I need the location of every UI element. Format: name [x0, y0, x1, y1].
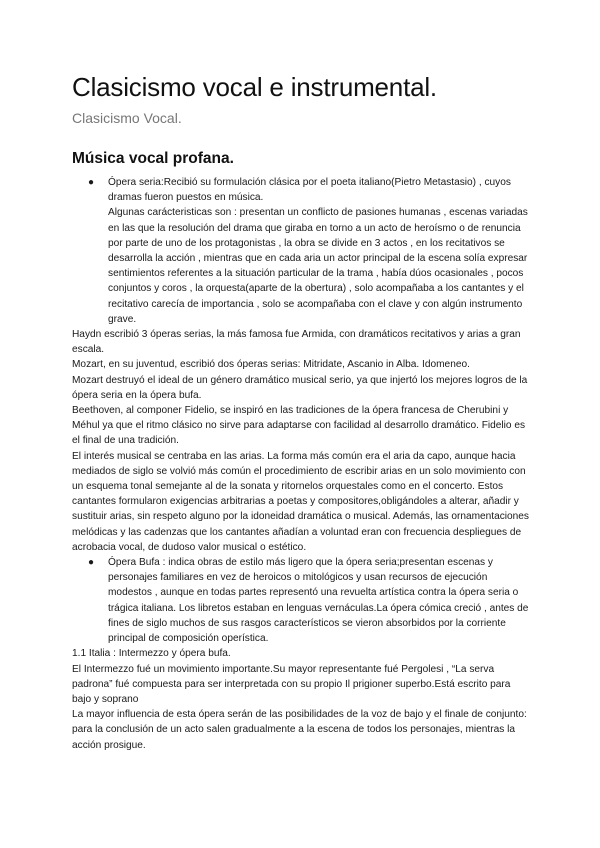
body-paragraph: Beethoven, al componer Fidelio, se inspiró en las tradiciones de la ópera francesa de Cherubini y Méhul ya que el ritmo clásico no sirve para adaptarse con facilidad al desarrollo dramático. Fidelio es el final de una tradición. — [72, 405, 526, 447]
section-heading: Música vocal profana. — [72, 150, 234, 167]
bullet-item-opera-bufa — [88, 555, 532, 646]
body-paragraph: Mozart destruyó el ideal de un género dramático musical serio, ya que injertó los mejores logros de la ópera seria en la ópera bufa. — [72, 374, 528, 401]
bullet-item-opera-seria — [88, 175, 532, 327]
body-paragraph: Haydn escribió 3 óperas serias, la más famosa fue Armida, con dramáticos recitativos y arias a gran escala. — [72, 329, 521, 356]
bullet-paragraph: Ópera Bufa : indica obras de estilo más ligero que la ópera seria;presentan escenas y personajes familiares en vez de heroicos o mitológicos y usan recursos de ejecución modestos , aunque en todas partes representó una revuelta artística contra la ópera seria o trágica italiana. Los libretos estaban en lenguas vernáculas.La ópera cómica creció , antes de fines de siglo muchos de sus rasgos característicos se vieron absorbidos por la corriente principal de composición operística. — [108, 557, 529, 645]
body-paragraph: La mayor influencia de esta ópera serán de las posibilidades de la voz de bajo y el finale de conjunto: para la conclusión de un acto salen gradualmente a la escena de todos los personajes, mientras la acción prosigue. — [72, 709, 527, 751]
bullet-paragraph: Algunas carácteristicas son : presentan un conflicto de pasiones humanas , escenas variadas en las que la resolución del drama que giraba en torno a un acto de heroísmo o de renuncia por parte de uno de los protagonistas , la obra se divide en 3 actos , en los recitativos se desarrolla la acción , mientras que en cada aria un actor principal de la escena solía expresar sentimientos referentes a la situación particular de la trama , había dúos ocasionales , pocos conjuntos y coros , la orquesta(aparte de la obertura) , solo acompañaba a los cantantes y el recitativo carecía de importancia , solo se acompañaba con el clave y con algún instrumento grave. — [108, 207, 528, 325]
document-body — [72, 175, 532, 753]
bullet-icon: ● — [88, 557, 95, 569]
bullet-icon: ● — [88, 177, 95, 188]
bullet-paragraph: Ópera seria:Recibió su formulación clásica por el poeta italiano(Pietro Metastasio) , cuyos dramas fueron puestos en música. — [108, 177, 511, 204]
body-paragraph: El Intermezzo fué un movimiento importante.Su mayor representante fué Pergolesi , “La serva padrona” fué compuesta para ser interpretada con su propio Il prigioner superbo.Está escrito para bajo y soprano — [72, 663, 511, 705]
document-title: Clasicismo vocal e instrumental. — [72, 72, 437, 102]
document-subtitle: Clasicismo Vocal. — [72, 110, 182, 126]
body-paragraph: Mozart, en su juventud, escribió dos óperas serias: Mitridate, Ascanio in Alba. Idomeneo. — [72, 359, 470, 371]
body-paragraph: 1.1 Italia : Intermezzo y ópera bufa. — [72, 648, 231, 660]
body-paragraph: El interés musical se centraba en las arias. La forma más común era el aria da capo, aunque hacia mediados de siglo se volvió más común el procedimiento de escribir arias en un solo movimiento con un esquema tonal semejante al de la sonata y ritornelos orquestales como en el concerto. Estos cantantes formularon exigencias arbitrarias a poetas y compositores,obligándoles a alterar, añadir y sustituir arias, sin respeto alguno por la idoneidad dramática o musical. Además, las ornamentaciones melódicas y las cadenzas que los cantantes añadían a voluntad eran con frecuencia despliegues de acrobacia vocal, de dudoso valor musical o estético. — [72, 450, 529, 553]
